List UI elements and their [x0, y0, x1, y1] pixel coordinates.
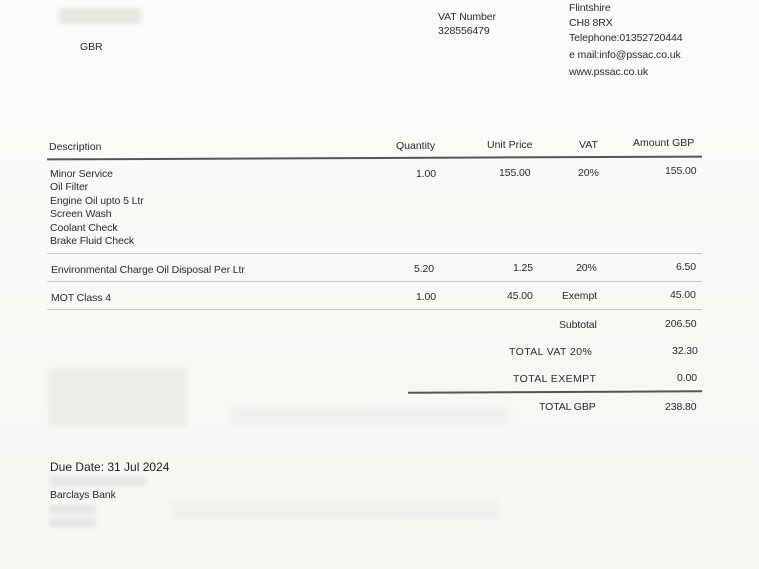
redacted-account-line	[50, 505, 96, 514]
redacted-block	[48, 368, 188, 428]
row2-vat: 20%	[576, 262, 597, 274]
table-row	[50, 168, 144, 248]
redacted-company-name	[60, 8, 140, 24]
col-header-amount: Amount GBP	[633, 137, 695, 149]
row3-vat: Exempt	[562, 290, 597, 302]
bank-name: Barclays Bank	[50, 489, 116, 501]
total-gbp-value: 238.80	[665, 401, 697, 413]
table-header-rule	[47, 156, 702, 161]
due-date: Due Date: 31 Jul 2024	[50, 460, 170, 474]
col-header-vat: VAT	[579, 139, 598, 151]
row3-amount: 45.00	[670, 289, 696, 301]
row2-quantity: 5.20	[414, 263, 435, 275]
redacted-block	[170, 500, 500, 520]
row2-description: Environmental Charge Oil Disposal Per Ltr	[51, 264, 245, 276]
total-vat-value: 32.30	[672, 345, 698, 357]
redacted-block	[230, 408, 510, 426]
col-header-quantity: Quantity	[396, 140, 436, 152]
email: e mail:info@pssac.co.uk	[569, 49, 681, 61]
row1-desc-line: Oil Filter	[50, 181, 89, 194]
redacted-line	[50, 477, 146, 486]
row3-unit-price: 45.00	[507, 290, 533, 302]
total-gbp-label: TOTAL GBP	[539, 401, 596, 413]
row1-amount: 155.00	[665, 165, 697, 177]
telephone: Telephone:01352720444	[569, 32, 683, 44]
row1-desc-line: Coolant Check	[50, 221, 118, 234]
row3-quantity: 1.00	[416, 291, 437, 303]
address-postcode: CH8 8RX	[569, 17, 613, 29]
row1-desc-line: Minor Service	[50, 168, 113, 180]
row-divider	[47, 309, 702, 310]
address-line-1: Flintshire	[569, 2, 611, 14]
row1-unit-price: 155.00	[499, 167, 531, 179]
row1-desc-line: Brake Fluid Check	[50, 235, 135, 248]
col-header-description: Description	[49, 141, 102, 153]
row-divider	[47, 281, 702, 282]
subtotal-value: 206.50	[665, 318, 697, 330]
total-exempt-value: 0.00	[677, 372, 698, 384]
subtotal-label: Subtotal	[559, 319, 597, 331]
row2-amount: 6.50	[676, 261, 697, 273]
row1-desc-line: Engine Oil upto 5 Ltr	[50, 194, 144, 207]
row1-desc-line: Screen Wash	[50, 208, 112, 221]
row1-vat: 20%	[578, 167, 599, 179]
vat-number-label: VAT Number	[438, 11, 496, 23]
vat-number-value: 328556479	[438, 25, 490, 37]
country-code: GBR	[80, 41, 103, 53]
row3-description: MOT Class 4	[51, 292, 111, 304]
redacted-account-line	[50, 518, 96, 527]
website: www.pssac.co.uk	[569, 66, 649, 78]
row2-unit-price: 1.25	[513, 262, 534, 274]
total-vat-label: TOTAL VAT 20%	[509, 346, 593, 358]
total-exempt-label: TOTAL EXEMPT	[513, 373, 597, 385]
row-divider	[47, 253, 702, 254]
col-header-unit-price: Unit Price	[487, 139, 533, 151]
row1-quantity: 1.00	[416, 168, 437, 180]
total-rule	[408, 390, 702, 394]
